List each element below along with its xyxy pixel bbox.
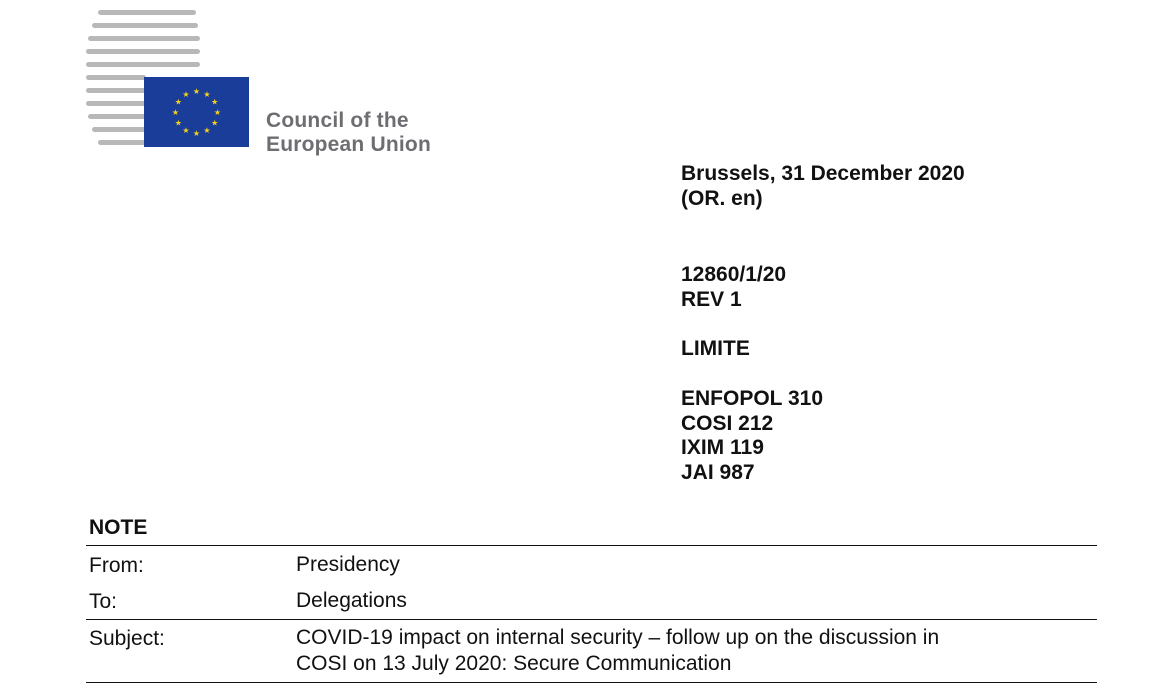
star-icon: ★: [211, 97, 219, 107]
from-label: From:: [89, 554, 144, 577]
to-label: To:: [89, 590, 118, 613]
original-language: (OR. en): [681, 186, 763, 210]
star-icon: ★: [211, 118, 219, 128]
council-emblem-icon: [84, 8, 254, 158]
to-value: Delegations: [296, 589, 407, 612]
org-name-line2: European Union: [266, 133, 431, 156]
star-icon: ★: [182, 126, 190, 136]
council-logo: [84, 8, 464, 158]
file-code: COSI 212: [681, 411, 774, 435]
document-number-block: [681, 263, 786, 312]
star-icon: ★: [171, 108, 180, 117]
from-value: Presidency: [296, 553, 400, 576]
divider-middle: [86, 619, 1097, 620]
subject-label: Subject:: [89, 627, 165, 650]
classification: LIMITE: [681, 337, 750, 360]
star-icon: ★: [203, 126, 211, 136]
divider-top: [86, 545, 1097, 546]
place-date: Brussels, 31 December 2020: [681, 162, 965, 185]
file-code: ENFOPOL 310: [681, 387, 823, 410]
star-icon: ★: [174, 97, 182, 107]
star-icon: ★: [174, 118, 182, 128]
divider-bottom: [86, 682, 1097, 683]
file-codes: [681, 387, 823, 485]
document-number: 12860/1/20: [681, 263, 787, 286]
org-name-line1: Council of the: [266, 109, 409, 132]
subject-value: [296, 625, 939, 677]
organization-name: [266, 109, 431, 157]
star-icon: ★: [203, 89, 211, 99]
subject-line: COSI on 13 July 2020: Secure Communication: [296, 652, 732, 675]
file-code: JAI 987: [681, 460, 755, 484]
place-date-block: [681, 162, 965, 211]
star-icon: ★: [192, 129, 201, 138]
subject-line: COVID-19 impact on internal security – follow up on the discussion in: [296, 626, 940, 649]
file-code: IXIM 119: [681, 436, 764, 459]
revision-number: REV 1: [681, 287, 742, 311]
note-title: NOTE: [89, 516, 148, 539]
star-icon: ★: [182, 89, 190, 99]
star-icon: ★: [213, 108, 222, 117]
star-icon: ★: [192, 87, 201, 96]
